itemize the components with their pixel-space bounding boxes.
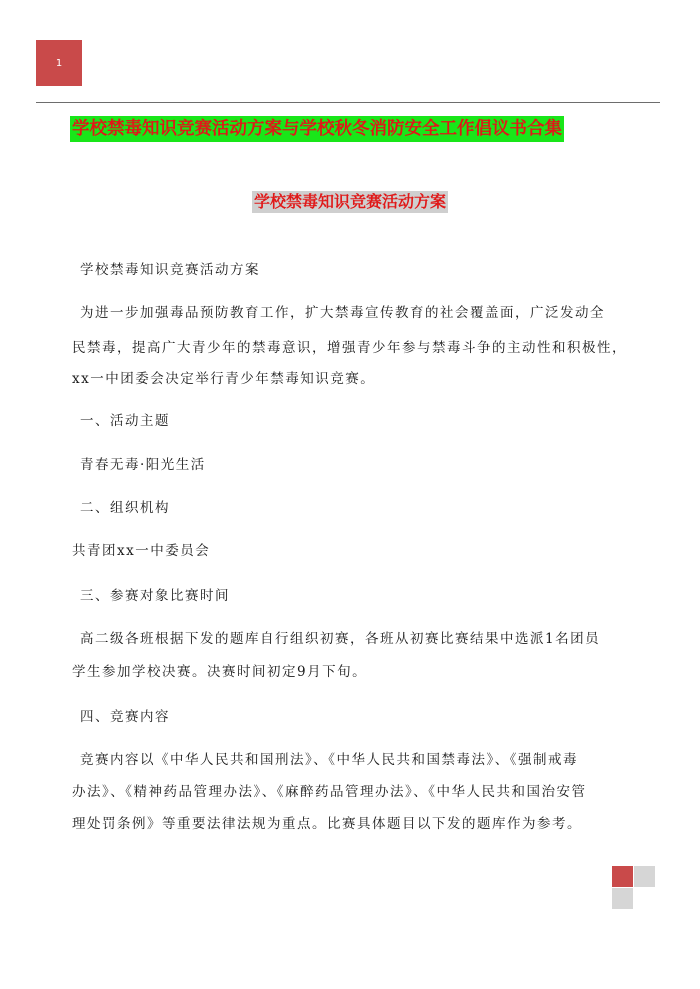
header-divider: [36, 102, 660, 103]
intro-line-1: 为进一步加强毒品预防教育工作，扩大禁毒宣传教育的社会覆盖面，广泛发动全: [80, 305, 605, 321]
section-4-line-2: 办法》、《精神药品管理办法》、《麻醉药品管理办法》、《中华人民共和国治安管: [72, 784, 587, 800]
section-3-line-2: 学生参加学校决赛。决赛时间初定9月下旬。: [72, 664, 368, 680]
section-4-line-3: 理处罚条例》等重要法律法规为重点。比赛具体题目以下发的题库作为参考。: [72, 816, 582, 832]
section-4-heading: 四、竞赛内容: [80, 709, 170, 725]
intro-line-3: xx一中团委会决定举行青少年禁毒知识竞赛。: [72, 371, 376, 387]
section-title: 学校禁毒知识竞赛活动方案: [253, 192, 446, 211]
corner-decoration-red: [612, 866, 633, 887]
section-title-wrapper: [0, 191, 700, 213]
section-2-heading: 二、组织机构: [80, 500, 170, 516]
section-4-line-1: 竞赛内容以《中华人民共和国刑法》、《中华人民共和国禁毒法》、《强制戒毒: [80, 752, 578, 768]
section-2-text: 共青团xx一中委员会: [72, 543, 211, 559]
document-title: 学校禁毒知识竞赛活动方案与学校秋冬消防安全工作倡议书合集: [70, 116, 564, 142]
intro-line-2: 民禁毒，提高广大青少年的禁毒意识，增强青少年参与禁毒斗争的主动性和积极性，: [72, 340, 627, 356]
section-3-line-1: 高二级各班根据下发的题库自行组织初赛，各班从初赛比赛结果中选派1名团员: [80, 631, 601, 647]
doc-heading: 学校禁毒知识竞赛活动方案: [80, 262, 260, 278]
corner-decoration-grey-right: [634, 866, 655, 887]
corner-decoration-grey-bottom: [612, 888, 633, 909]
section-1-heading: 一、活动主题: [80, 413, 170, 429]
section-3-heading: 三、参赛对象比赛时间: [80, 588, 230, 604]
section-1-text: 青春无毒·阳光生活: [80, 457, 206, 473]
page-number-box: [36, 40, 82, 86]
page-number: 1: [55, 57, 63, 69]
